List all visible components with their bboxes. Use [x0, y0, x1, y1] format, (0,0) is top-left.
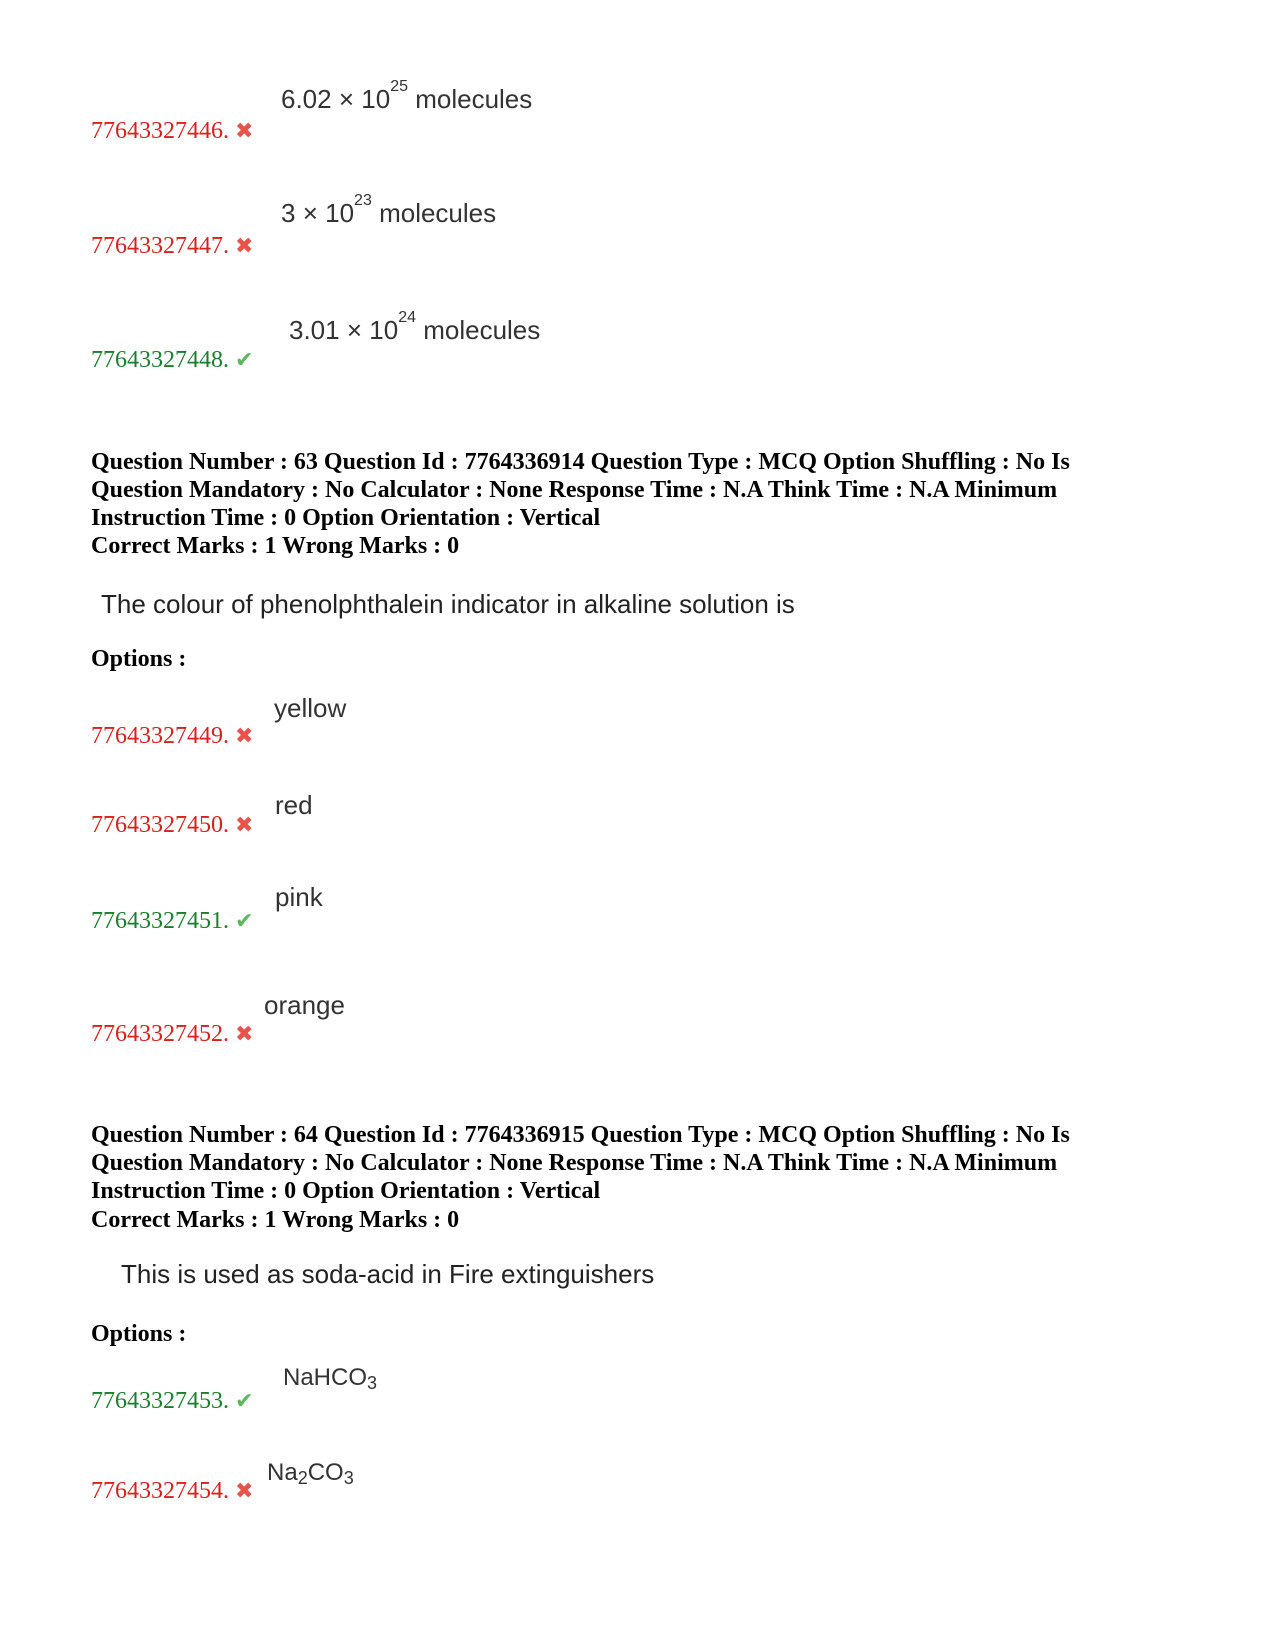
question-marks: Correct Marks : 1 Wrong Marks : 0	[91, 1207, 460, 1233]
cross-icon: ✖	[235, 812, 254, 837]
options-label: Options :	[91, 1321, 187, 1347]
cross-icon: ✖	[235, 1478, 254, 1503]
option-id: 77643327453. ✔	[91, 1388, 254, 1414]
option-text: $6.02 \times 10^{25}$ molecules	[281, 78, 533, 114]
option-text: $Na_2CO_3$	[267, 1459, 354, 1488]
cross-icon: ✖	[235, 233, 254, 258]
check-icon: ✔	[235, 1388, 254, 1413]
option-text: pink	[275, 882, 323, 912]
option-text: orange	[264, 990, 345, 1020]
cross-icon: ✖	[235, 118, 254, 143]
question-meta: Question Number : 63 Question Id : 7764336914 Question Type : MCQ Option Shuffling : No Is Question Mandatory : No Calculator : None Response Time : N.A Think Time : N.A Minimum Instruction Time : 0 Option Orientation : Vertical	[91, 449, 1070, 531]
option-id: 77643327452. ✖	[91, 1021, 254, 1047]
option-id: 77643327451. ✔	[91, 908, 254, 934]
option-id: 77643327454. ✖	[91, 1478, 254, 1504]
option-text: red	[275, 790, 313, 820]
option-text: yellow	[274, 693, 347, 723]
option-text: NaHCO$_3$	[283, 1364, 378, 1393]
option-text: $3 \times 10^{23}$ molecules	[281, 192, 497, 228]
option-id: 77643327449. ✖	[91, 723, 254, 749]
options-label: Options :	[91, 646, 187, 672]
option-id: 77643327448. ✔	[91, 347, 254, 373]
option-id: 77643327447. ✖	[91, 233, 254, 259]
check-icon: ✔	[235, 908, 254, 933]
question-text: This is used as soda-acid in Fire extinguishers	[121, 1259, 655, 1289]
cross-icon: ✖	[235, 723, 254, 748]
check-icon: ✔	[235, 347, 254, 372]
question-meta: Question Number : 64 Question Id : 7764336915 Question Type : MCQ Option Shuffling : No Is Question Mandatory : No Calculator : None Response Time : N.A Think Time : N.A Minimum Instruction Time : 0 Option Orientation : Vertical	[91, 1122, 1070, 1204]
option-id: 77643327446. ✖	[91, 118, 254, 144]
option-text: $3.01 \times 10^{24}$ molecules	[289, 309, 541, 345]
cross-icon: ✖	[235, 1021, 254, 1046]
question-marks: Correct Marks : 1 Wrong Marks : 0	[91, 533, 460, 559]
question-text: The colour of phenolphthalein indicator in alkaline solution is	[101, 589, 795, 619]
option-id: 77643327450. ✖	[91, 812, 254, 838]
